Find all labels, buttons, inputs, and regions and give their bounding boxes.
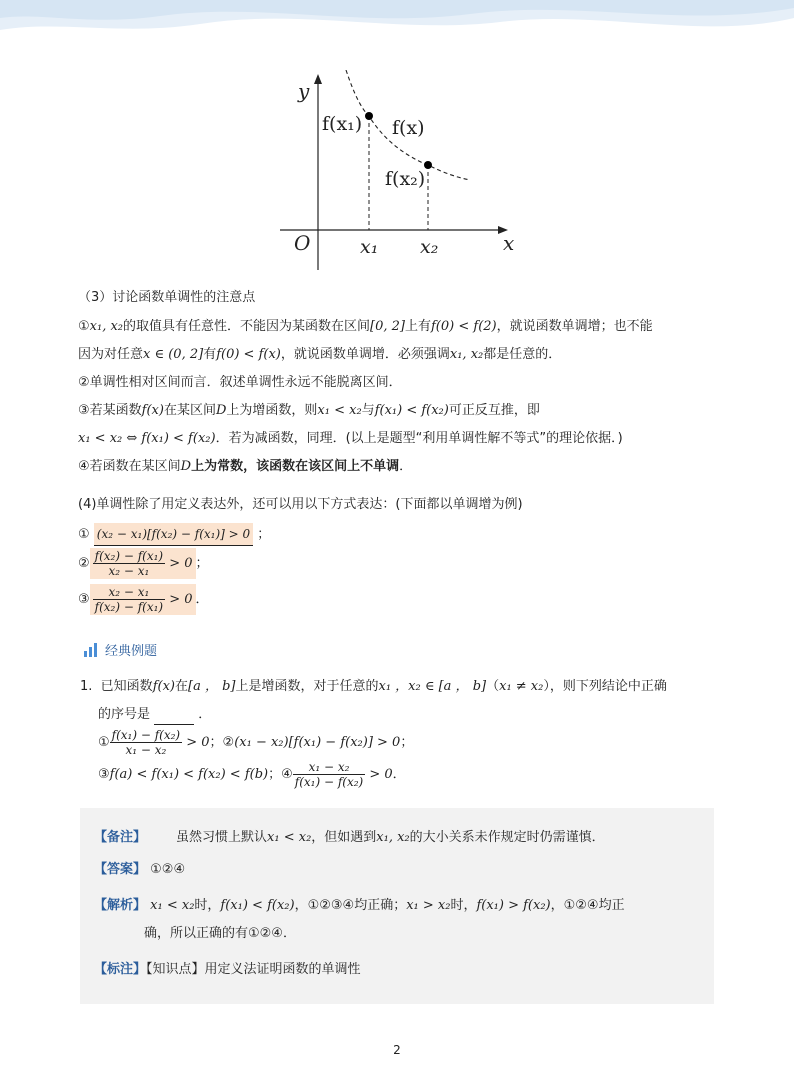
note-line-3: ②单调性相对区间而言．叙述单调性永远不能脱离区间．: [78, 375, 402, 390]
expr-1-highlight: (x₂ − x₁)[f(x₂) − f(x₁)] > 0: [94, 523, 253, 546]
page-number: 2: [393, 1043, 401, 1057]
y-axis-arrow: [314, 74, 322, 84]
answer-box: [80, 808, 714, 1004]
section-title: 经典例题: [84, 640, 157, 659]
answer-blank: [154, 710, 194, 725]
f-x1-label: f(x₁): [322, 113, 363, 135]
problem-options-1: ① $\frac{\text{f(x₁) − f(x₂)}}{\text{x₁ − x₂}}$ > 0；②(x₁ − x₂)[f(x₁) − f(x₂)] > 0；: [98, 728, 414, 757]
problem-options-2: ③f(a) < f(x₁) < f(x₂) < f(b)；④ $\frac{\text{x₁ − x₂}}{\text{f(x₁) − f(x₂)}}$ > 0．: [98, 760, 406, 789]
header-wave-decoration: [0, 0, 794, 60]
problem-line-1: 1. 已知函数f(x)在[a ， b]上是增函数，对于任意的x₁ ，x₂ ∈ [a ， b]（x₁ ≠ x₂），则下列结论中正确: [80, 679, 667, 694]
y-label: y: [298, 79, 310, 103]
note-line-4: ③若某函数f(x)在某区间D上为增函数，则x₁ < x₂与f(x₁) < f(x₂)可正反互推，即: [78, 403, 540, 418]
origin-label: O: [294, 231, 311, 255]
bar-chart-icon: [84, 643, 97, 657]
expr-item-3: ③ $\frac{\text{x₂ − x₁}}{\text{f(x₂) − f(x₁)}}$ > 0 ．: [78, 585, 209, 614]
x-label: x: [503, 231, 515, 255]
note-line-1: ①x₁, x₂的取值具有任意性．不能因为某函数在区间[0, 2]上有f(0) < f(2)，就说函数单调增；也不能: [78, 319, 653, 334]
expr-item-2: ② $\frac{\text{f(x₂) − f(x₁)}}{\text{x₂ − x₁}}$ > 0 ；: [78, 549, 209, 578]
expr-heading: (4)单调性除了用定义表达外，还可以用以下方式表达：(下面都以单调增为例): [78, 497, 523, 512]
problem-line-2: 的序号是 ．: [98, 705, 211, 725]
f-x-label: f(x): [392, 117, 425, 139]
analysis-row-1: 【解析】 x₁ < x₂时，f(x₁) < f(x₂)，①②③④均正确；x₁ > x₂时，f(x₁) > f(x₂)，①②④均正: [94, 898, 625, 913]
expr-3-highlight: $\frac{\text{x₂ − x₁}}{\text{f(x₂) − f(x₁)}}$ > 0: [90, 584, 196, 615]
f-x2-label: f(x₂): [385, 168, 426, 190]
note-line-5: x₁ < x₂ ⇔ f(x₁) < f(x₂)．若为减函数，同理．(以上是题型“利用单调性解不等式”的理论依据．): [78, 431, 623, 446]
note-row: 【备注】 虽然习惯上默认x₁ < x₂，但如遇到x₁, x₂的大小关系未作规定时仍需谨慎．: [94, 830, 605, 845]
point-x1: [365, 112, 373, 120]
expr-2-highlight: $\frac{\text{f(x₂) − f(x₁)}}{\text{x₂ − x₁}}$ > 0: [90, 548, 196, 579]
note-line-2: 因为对任意x ∈ (0, 2]有f(0) < f(x)，就说函数单调增．必须强调x₁, x₂都是任意的．: [78, 347, 562, 362]
notes-heading: （3）讨论函数单调性的注意点: [78, 290, 256, 305]
mark-row: 【标注】【知识点】用定义法证明函数的单调性: [94, 962, 361, 977]
note-line-6: ④若函数在某区间D上为常数，该函数在该区间上不单调．: [78, 459, 413, 474]
x1-tick-label: x₁: [360, 236, 379, 258]
expr-item-1: ① (x₂ − x₁)[f(x₂) − f(x₁)] > 0 ；: [78, 523, 270, 546]
decreasing-function-graph: [270, 70, 520, 275]
x2-tick-label: x₂: [420, 236, 439, 258]
analysis-row-2: 确，所以正确的有①②④．: [144, 926, 296, 941]
answer-row: 【答案】 ①②④: [94, 862, 186, 877]
